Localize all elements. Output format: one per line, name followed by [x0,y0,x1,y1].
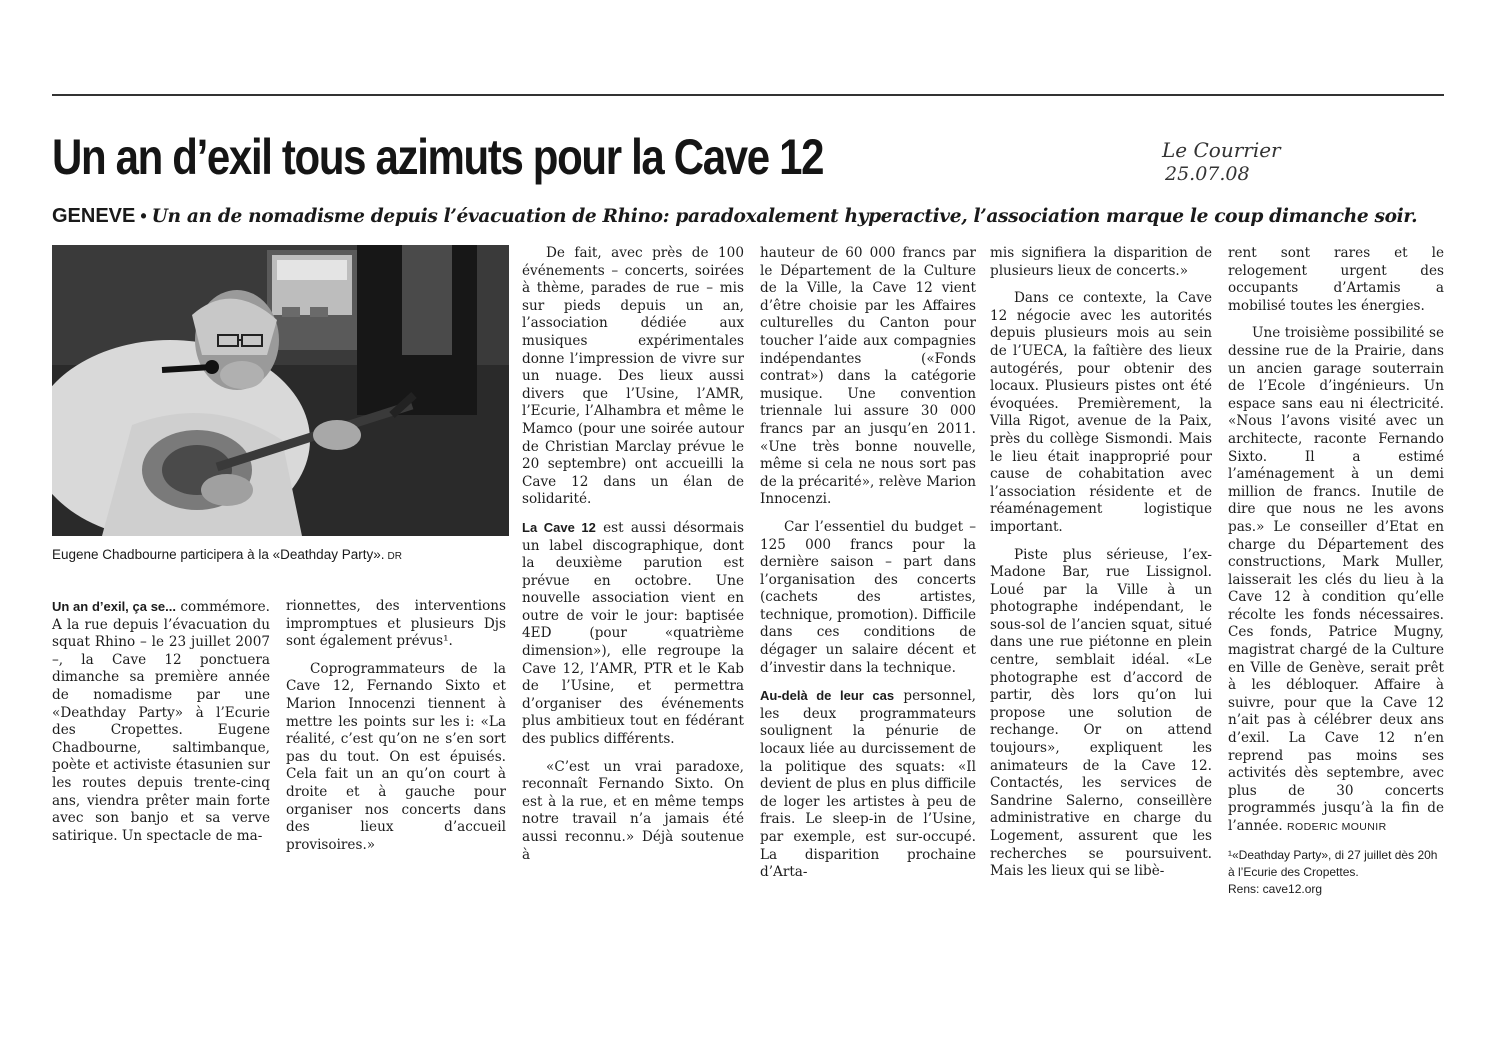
paragraph-lead: La Cave 12 [522,519,596,535]
deck: Un an de nomadisme depuis l’évacuation de Rhino: paradoxalement hyperactive, l’association marque le coup dimanche soir. [151,206,1418,227]
footnote-link: Rens: cave12.org [1228,881,1323,896]
paragraph [52,598,270,845]
column-6 [1228,245,1444,908]
photo-caption [52,547,512,562]
paragraph [1228,325,1444,836]
footnote-text: ¹«Deathday Party», di 27 juillet dès 20h à l’Ecurie des Cropettes. [1228,847,1438,879]
paragraph: mis signifiera la disparition de plusieurs lieux de concerts.» [990,245,1212,279]
paragraph-lead: Au-delà de leur cas [760,688,895,704]
kicker-bullet: • [140,206,147,226]
paragraph: rionnettes, des interventions impromptues et plusieurs Djs sont également prévus¹. [286,598,506,650]
paragraph: «C’est un vrai paradoxe, reconnaît Fernando Sixto. On est à la rue, et en même temps notre travail n’a jamais été aussi reconnu.» Déjà soutenue à [522,758,744,863]
column-5 [990,245,1212,891]
headline: Un an d’exil tous azimuts pour la Cave 12 [52,129,824,185]
paragraph: Piste plus sérieuse, l’ex-Madone Bar, rue Lissignol. Loué par la Ville à un photographe indépendant, le sous-sol de l’ancien squat, situé dans une rue piétonne en plein centre, semblait idéal. «Le photographe est d’accord de partir, dès lors qu’on lui propose une solution de rechange. Or on attend toujours», expliquent les animateurs de la Cave 12. Contactés, les services de Sandrine Salerno, conseillère administrative en charge du Logement, assurent que les recherches se poursuivent. Mais les lieux qui se libè- [990,546,1212,880]
paragraph: Coprogrammateurs de la Cave 12, Fernando Sixto et Marion Innocenzi tiennent à mettre les points sur les i: «La réalité, c’est qu’on ne s’en sort pas du tout. On est épuisés. Cela fait un an qu’on court à droite et à gauche pour organiser nos concerts dans des lieux d’accueil provisoires.» [286,660,506,853]
handwritten-date: 25.07.08 [1165,163,1250,185]
kicker-location: GENEVE [52,205,136,227]
paragraph: De fait, avec près de 100 événements – concerts, soirées à thème, parades de rue – mis sur pieds depuis un an, l’association dédiée aux musiques expérimentales donne l’impression de vivre sur un nuage. Des lieux aussi divers que l’Usine, l’AMR, l’Ecurie, l’Alhambra et même le Mamco (pour une soirée autour de Christian Marclay prévue le 20 septembre) ont accueilli la Cave 12 dans un élan de solidarité. [522,245,744,508]
footnote [1228,847,1444,898]
paragraph: hauteur de 60 000 francs par le Département de la Culture de la Ville, la Cave 12 vient d’être choisie par les Affaires culturelles du Canton pour toucher l’aide aux compagnies indépendantes («Fonds contrat») dans la catégorie musique. Une convention triennale lui assure 30 000 francs par an jusqu’en 2011. «Une très bonne nouvelle, même si cela ne nous sort pas de la précarité», relève Marion Innocenzi. [760,245,976,508]
column-4 [760,245,976,892]
paragraph-text: personnel, les deux programmateurs soulignent la pénurie de locaux liée au durcissement de la politique des squats: «Il devient de plus en plus difficile de loger les artistes à peu de frais. Le sleep-in de l’Usine, par exemple, est sur-occupé. La disparition prochaine d’Arta- [760,688,977,881]
column-2 [286,598,506,864]
paragraph: rent sont rares et le relogement urgent des occupants d’Artamis a mobilisé toutes les énergies. [1228,245,1444,314]
column-3 [522,245,744,874]
paragraph [760,687,976,882]
kicker [52,205,1444,237]
top-rule [52,94,1444,96]
paragraph-text: Une troisième possibilité se dessine rue de la Prairie, dans un ancien garage souterrain de l’Ecole d’ingénieurs. Un espace sans eau ni électricité. «Nous l’avons visité avec un architecte, raconte Fernando Sixto. Il a estimé l’aménagement à un demi million de francs. Inutile de dire que nous ne les avons pas.» Le conseiller d’Etat en charge du Département des constructions, Mark Muller, laisserait les clés du lieu à la Cave 12 à condition qu’elle récolte les fonds nécessaires. Ces fonds, Patrice Mugny, magistrat chargé de la Culture en Ville de Genève, serait prêt à les débloquer. Affaire à suivre, pour que la Cave 12 n’ait pas à célébrer deux ans d’exil. La Cave 12 n’en reprend pas moins ses activités dès septembre, avec plus de 30 concerts programmés jusqu’à la fin de l’année. [1228,325,1444,834]
paragraph: Dans ce contexte, la Cave 12 négocie avec les autorités depuis plusieurs mois au sein de l’UECA, la faîtière des lieux autogérés, pour obtenir des locaux. Plusieurs pistes ont été évoquées. Premièrement, la Villa Rigot, avenue de la Paix, près du collège Sismondi. Mais le lieu était inapproprié pour cause de cohabitation avec l’association résidente et de réaménagement logistique important. [990,290,1212,535]
article-photo [52,245,509,536]
author-signature: RODERIC MOUNIR [1287,821,1387,833]
paragraph-text: est aussi désormais un label discographique, dont la deuxième parution est prévue en octobre. Une nouvelle association vient en outre de voir le jour: baptisée 4ED (pour «quatrième dimension»), elle regroupe la Cave 12, l’AMR, PTR et le Kab de l’Usine, et permettra d’organiser des événements plus ambitieux tout en fédérant des publics différents. [522,519,744,748]
paragraph-lead: Un an d’exil, ça se... [52,599,176,614]
handwritten-source: Le Courrier [1162,138,1281,162]
column-1 [52,598,270,855]
paragraph: Car l’essentiel du budget – 125 000 francs pour la dernière saison – part dans l’organisation des concerts (cachets des artistes, technique, promotion). Difficile dans ces conditions de dégager un salaire décent et d’investir dans la technique. [760,518,976,676]
paragraph-text: commémore. A la rue depuis l’évacuation du squat Rhino – le 23 juillet 2007 –, la Cave 12 ponctuera dimanche sa première année de nomadisme par une «Deathday Party» à l’Ecurie des Cropettes. Eugene Chadbourne, saltimbanque, poète et activiste étasunien sur les routes depuis trente-cinq ans, viendra prêter main forte avec son banjo et sa verve satirique. Un spectacle de ma- [52,599,270,844]
photo-credit: DR [387,551,402,562]
photo-caption-text: Eugene Chadbourne participera à la «Deathday Party». [52,547,385,562]
paragraph [522,519,744,749]
